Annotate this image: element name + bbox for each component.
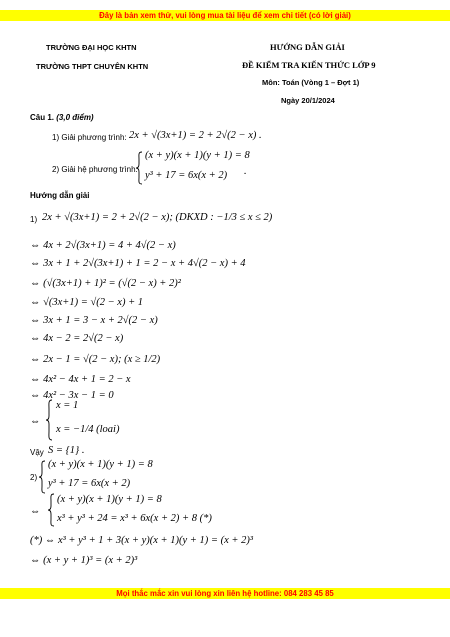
solution-1-line: ⇔ 4x² − 3x − 1 = 0 [30,390,114,401]
conclusion-set: S = {1} . [48,445,85,456]
doc-guide-title: HƯỚNG DẪN GIẢI [270,42,345,52]
question-title [30,113,94,122]
system-brace [38,460,46,494]
system-brace [135,151,143,185]
doc-exam-title: ĐỀ KIỂM TRA KIẾN THỨC LỚP 9 [242,60,376,70]
cases-brace [45,399,53,441]
system-brace [47,493,55,527]
solution-2-line: ⇔ (x + y + 1)³ = (x + 2)³ [30,555,138,566]
solution-1-line: ⇔ 3x + 1 = 3 − x + 2√(2 − x) [30,315,158,326]
question-points: (3,0 điểm) [56,113,94,122]
equivalence-symbol: ⇔ [30,506,41,517]
equivalence-symbol: ⇔ [30,416,41,427]
solution-2-line: (*) ⇔ x³ + y³ + 1 + 3(x + y)(x + 1)(y + 1) = (x + 2)³ [30,535,253,546]
doc-date: Ngày 20/1/2024 [281,96,335,105]
top-banner: Đây là bản xem thử, vui lòng mua tài liệu để xem chi tiết (có lời giải) [0,10,450,21]
part2-equation-1: (x + y)(x + 1)(y + 1) = 8 [145,150,250,161]
question-number: Câu 1. [30,113,55,122]
solution-1-label: 1) [30,215,38,224]
solution-1-line: ⇔ 3x + 1 + 2√(3x+1) + 1 = 2 − x + 4√(2 − x) + 4 [30,258,246,269]
solution-2-equation-2: y³ + 17 = 6x(x + 2) [48,478,131,489]
part2-label: 2) Giải hệ phương trình: [52,165,138,174]
solution-heading: Hướng dẫn giải [30,191,90,200]
bottom-banner: Mọi thắc mắc xin vui lòng xin liên hệ hotline: 084 283 45 85 [0,588,450,599]
solution-case-2: x = −1/4 (loai) [56,424,120,435]
doc-subject: Môn: Toán (Vòng 1 – Đợt 1) [262,78,360,87]
part2-equation-2: y³ + 17 = 6x(x + 2) [145,170,228,181]
solution-1-line: ⇔ 2x − 1 = √(2 − x); (x ≥ 1/2) [30,354,161,365]
solution-1-line: 2x + √(3x+1) = 2 + 2√(2 − x); (DKXD : −1/3 ≤ x ≤ 2) [42,212,273,223]
solution-1-line: ⇔ √(3x+1) = √(2 − x) + 1 [30,297,144,308]
solution-2b-equation-2: x³ + y³ + 24 = x³ + 6x(x + 2) + 8 (*) [57,513,212,524]
conclusion-label: Vậy [30,448,44,457]
part2-end-dot: . [244,166,247,177]
solution-case-1: x = 1 [56,400,79,411]
part1-equation: 2x + √(3x+1) = 2 + 2√(2 − x) . [129,130,262,141]
solution-1-line: ⇔ 4x² − 4x + 1 = 2 − x [30,374,131,385]
school-name-2: TRƯỜNG THPT CHUYÊN KHTN [36,62,149,71]
solution-1-line: ⇔ 4x + 2√(3x+1) = 4 + 4√(2 − x) [30,240,176,251]
solution-2-label: 2) [30,473,38,482]
solution-2b-equation-1: (x + y)(x + 1)(y + 1) = 8 [57,494,162,505]
solution-2-equation-1: (x + y)(x + 1)(y + 1) = 8 [48,459,153,470]
school-name-1: TRƯỜNG ĐẠI HỌC KHTN [46,43,137,52]
solution-1-line: ⇔ (√(3x+1) + 1)² = (√(2 − x) + 2)² [30,278,181,289]
solution-1-line: ⇔ 4x − 2 = 2√(2 − x) [30,333,124,344]
part1-label: 1) Giải phương trình: [52,133,127,142]
